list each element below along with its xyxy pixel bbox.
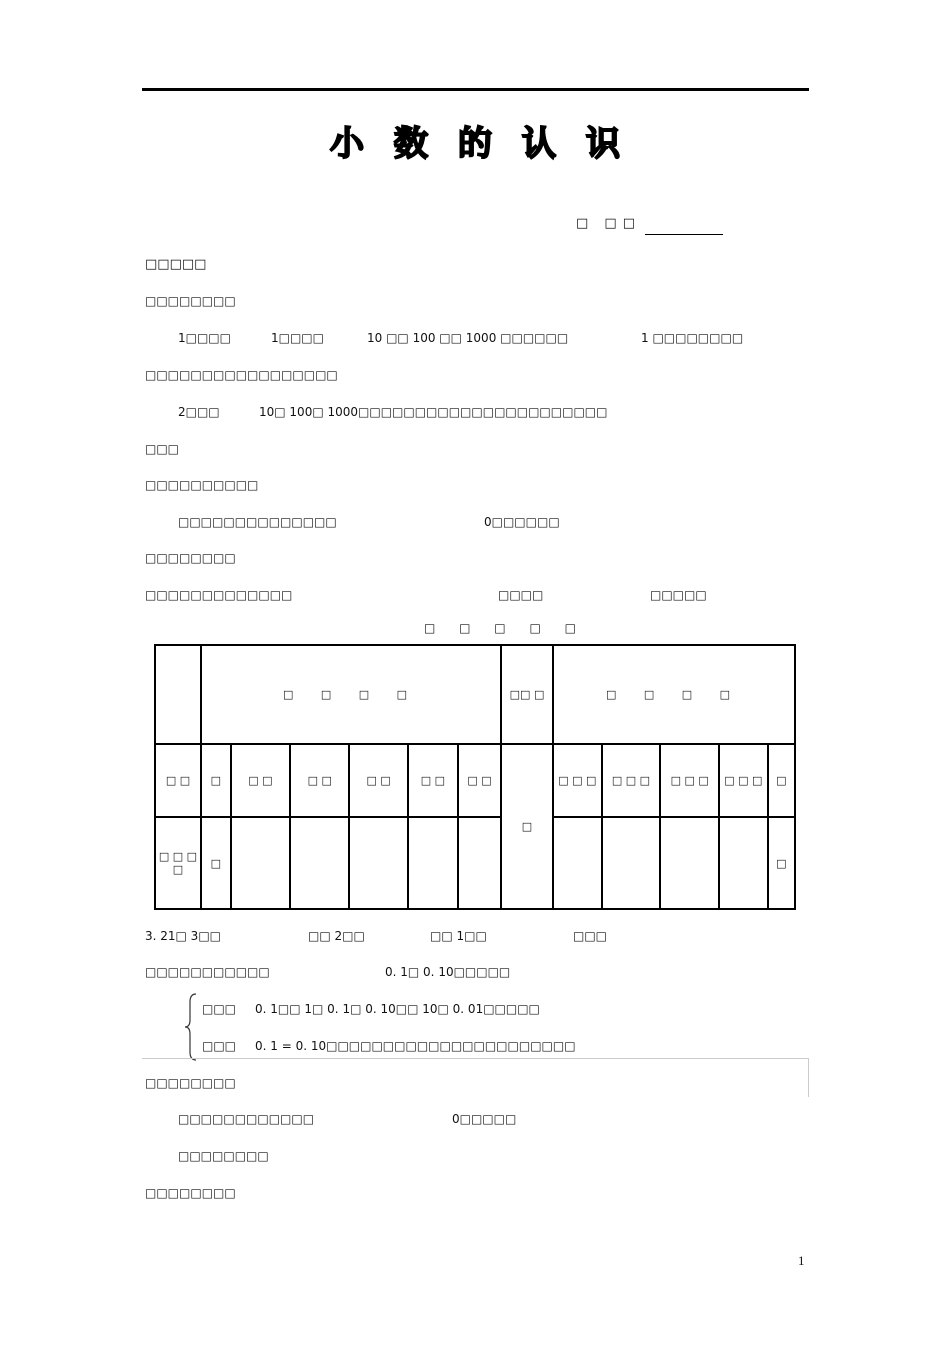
table-cell: □ □ — [408, 744, 458, 817]
text-line: 1 □□□□□□□□ — [641, 331, 744, 345]
table-cell: □ □ □ — [553, 744, 602, 817]
title-char: 认 — [522, 123, 556, 164]
table-cell: □ □ □ — [660, 744, 719, 817]
table-cell: □ □ — [231, 744, 290, 817]
title-char: 数 — [394, 123, 428, 164]
text-line: □□□ — [573, 929, 608, 943]
text-line: □□□ — [202, 1039, 237, 1053]
text-line: □□□□□□□□□□ — [145, 478, 259, 492]
text-line: □□□□□□□□□□□□□□ — [178, 515, 337, 529]
table-cell — [553, 817, 602, 909]
integer-part-header: □ □ □ □ — [201, 645, 501, 744]
table-cell — [155, 645, 201, 744]
text-line: □□□ — [145, 442, 180, 456]
table-cell: □ □ — [458, 744, 501, 817]
table-cell: □ □ □ □ — [155, 817, 201, 909]
text-line: 1□□□□ — [271, 331, 324, 345]
table-cell: □ □ — [290, 744, 349, 817]
text-line: □□□□□□□□ — [145, 294, 236, 308]
divider — [142, 1058, 809, 1097]
text-line: □□ 1□□ — [430, 929, 487, 943]
decimal-point-cell: □ — [501, 744, 553, 909]
table-cell — [408, 817, 458, 909]
text-line: □□□□□ — [650, 588, 707, 602]
text-line: □□□□□□□□ — [145, 1186, 236, 1200]
table-cell: □ □ □ — [719, 744, 768, 817]
table-cell: □ □ — [349, 744, 407, 817]
text-line: 0□□□□□□ — [484, 515, 560, 529]
text-line: □□□□□□□□□□□□□ — [145, 588, 293, 602]
table-cell: □ — [201, 817, 231, 909]
decimal-part-header: □ □ □ □ — [553, 645, 795, 744]
text-line: □□□□□□□□ — [178, 1149, 269, 1163]
text-line: □□□□□□□□□□□ — [145, 965, 270, 979]
text-line: □□□ — [202, 1002, 237, 1016]
title-char: 识 — [586, 123, 620, 164]
text-line: □□□□□□□□□□□□ — [178, 1112, 315, 1126]
name-blank-line — [645, 234, 723, 235]
text-line: □□□□□□□□ — [145, 551, 236, 565]
table-cell — [602, 817, 661, 909]
table-cell: □ — [768, 744, 795, 817]
top-rule — [142, 88, 809, 91]
table-caption: □ □ □ □ □ — [424, 621, 586, 635]
place-value-table — [154, 644, 796, 910]
text-line: □□□□□□□□□□□□□□□□□ — [145, 368, 338, 382]
page-number: 1 — [798, 1253, 805, 1268]
decimal-point-header: □□ □ — [501, 645, 553, 744]
text-line: 10□ 100□ 1000□□□□□□□□□□□□□□□□□□□□□□ — [259, 405, 608, 419]
text-line: 3. 21□ 3□□ — [145, 929, 221, 943]
name-label: □ □□ — [576, 216, 641, 231]
text-line: □□□□ — [498, 588, 544, 602]
text-line: □□ 2□□ — [308, 929, 365, 943]
page-title — [330, 118, 620, 162]
text-line: 0. 1□ 0. 10□□□□□ — [385, 965, 511, 979]
text-line: 0□□□□□ — [452, 1112, 517, 1126]
table-cell: □ — [201, 744, 231, 817]
section-heading: □□□□□ — [145, 257, 207, 272]
table-cell — [290, 817, 349, 909]
brace-icon — [184, 992, 198, 1062]
title-char: 小 — [330, 123, 364, 164]
table-cell — [719, 817, 768, 909]
table-cell — [660, 817, 719, 909]
text-line: 10 □□ 100 □□ 1000 □□□□□□ — [367, 331, 569, 345]
text-line: 0. 1 = 0. 10□□□□□□□□□□□□□□□□□□□□□□ — [255, 1039, 576, 1053]
text-line: 0. 1□□ 1□ 0. 1□ 0. 10□□ 10□ 0. 01□□□□□ — [255, 1002, 540, 1016]
title-char: 的 — [458, 123, 492, 164]
table-cell — [231, 817, 290, 909]
text-line: 2□□□ — [178, 405, 220, 419]
text-line: □□□□□□□□ — [145, 1076, 236, 1090]
text-line: 1□□□□ — [178, 331, 231, 345]
table-cell: □ — [768, 817, 795, 909]
table-cell — [349, 817, 407, 909]
table-cell: □ □ □ — [602, 744, 661, 817]
table-cell — [458, 817, 501, 909]
table-cell: □ □ — [155, 744, 201, 817]
